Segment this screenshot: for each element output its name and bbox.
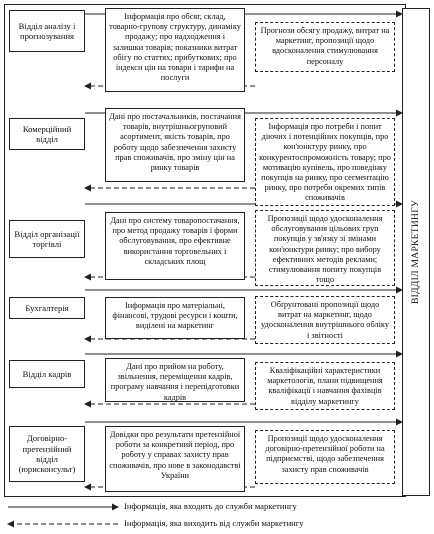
incoming-info-box [105, 108, 245, 182]
department-label: Комерційний відділ [22, 123, 72, 144]
department-label: Договірно-претензійний відділ (юрисконсульт) [18, 433, 76, 475]
outgoing-info-box [255, 210, 395, 286]
outgoing-info-box [255, 430, 395, 484]
outgoing-info-text: Інформація про потреби і попит діючих і потенційних покупців, про кон'юнктуру ринку, про конкурентоспроможність товару; про мотивацію купівель, про поведінку покупців на ринку, про сегментацію ринку, про потреби окремих типів споживачів [259, 122, 391, 203]
incoming-info-box [105, 426, 245, 492]
department-label: Відділ аналізу і прогнозування [18, 20, 76, 41]
marketing-department-bar [402, 8, 430, 496]
outgoing-info-text: Кваліфікаційні характеристики маркетологів, плани підвищення кваліфікації і навчання фахівців відділу маркетингу [267, 366, 383, 406]
outgoing-info-text: Обґрунтовані пропозиції щодо витрат на маркетинг, щодо удосконалення внутрішнього обліку і звітності [261, 300, 389, 340]
incoming-info-text: Дані про систему товаропостачання, про метод продажу товарів і форми обслуговування, про ефективне використання торговельних і складських площ [110, 216, 240, 266]
department-analysis [9, 10, 85, 52]
legend-incoming-label: Інформація, яка входить до служби маркетингу [124, 501, 297, 511]
incoming-info-text: Інформація про обсяг, склад, товарно-групову структуру, динаміку продажу; про надходження і залишки товарів; показники витрат обігу по статтях; прибуткових; про індекси цін на товари і тарифи на послуги [109, 12, 241, 83]
incoming-info-box [105, 297, 245, 339]
incoming-info-text: Довідки про результати претензійної роботи за конкретний період, про роботу у справах захисту прав споживачів, про нове в законодавстві України [109, 430, 241, 480]
department-label: Бухгалтерія [25, 302, 69, 313]
legend-outgoing-label: Інформація, яка виходить від служби маркетингу [124, 518, 304, 528]
marketing-department-label: ВІДДІЛ МАРКЕТИНГУ [411, 199, 421, 305]
department-contract-claims [9, 426, 85, 482]
department-label: Відділ організації торгівлі [14, 228, 80, 249]
incoming-info-text: Дані про постачальників, постачання товарів, внутрішньогруповий асортимент, якість товарів, про роботу щодо забезпечення захисту прав споживачів, про зміну цін на ринку товарів [109, 112, 241, 173]
outgoing-info-text: Пропозиції щодо удосконалення обслуговування цільових груп покупців у зв'язку зі змінами кон'юнктури ринку; про вибору ефективних методів реклами; стимулювання попиту покупців тощо [267, 214, 383, 285]
outgoing-info-box [255, 22, 395, 72]
incoming-info-text: Інформація про матеріальні, фінансові, трудові ресурси і кошти, виділені на маркетинг [112, 301, 238, 331]
incoming-info-box [105, 358, 245, 402]
department-hr [9, 360, 85, 388]
outgoing-info-text: Прогнози обсягу продажу, витрат на маркетинг, пропозиції щодо вдосконалення стимулювання персоналу [260, 26, 390, 66]
outgoing-info-box [255, 118, 395, 206]
outgoing-info-box [255, 296, 395, 344]
incoming-info-box [105, 212, 245, 280]
department-label: Відділ кадрів [22, 368, 72, 379]
department-accounting [9, 297, 85, 319]
incoming-info-text: Дані про прийом на роботу, звільнення, переміщення кадрів, програму навчання і перепідготовки кадрів [110, 362, 240, 402]
department-commercial [9, 118, 85, 150]
incoming-info-box [105, 8, 245, 92]
department-trade-organization [9, 220, 85, 258]
outgoing-info-box [255, 362, 395, 410]
outgoing-info-text: Пропозиції щодо удосконалення договірно-претензійної роботи на підприємстві, щодо забезпечення захисту прав споживачів [265, 434, 385, 474]
